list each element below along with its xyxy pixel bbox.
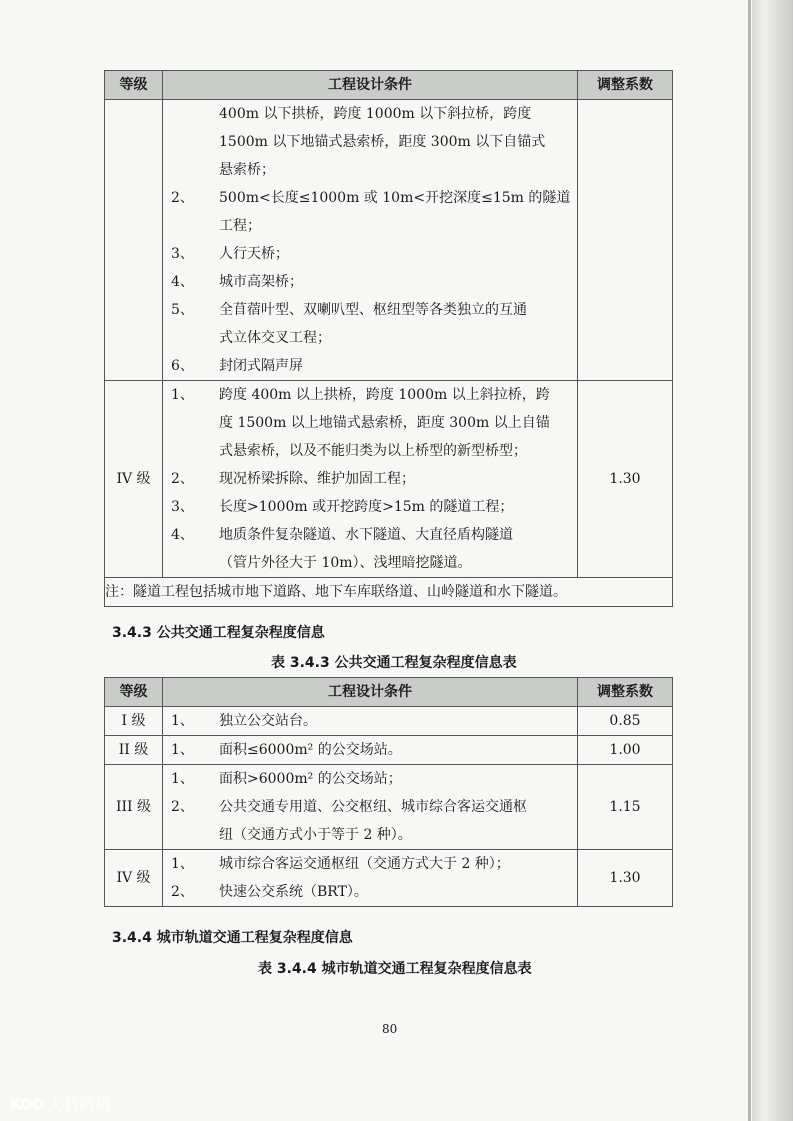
list-item	[163, 878, 577, 906]
list-item	[163, 268, 577, 296]
section-heading-343: 3.4.3 公共交通工程复杂程度信息	[112, 625, 325, 641]
header-coefficient: 调整系数	[578, 678, 673, 707]
table-row	[105, 736, 673, 765]
item-line: 城市高架桥；	[219, 274, 303, 290]
grade-cell: II 级	[105, 736, 163, 765]
list-item	[163, 184, 577, 240]
coefficient-cell: 1.00	[578, 736, 673, 765]
item-line: 长度>1000m 或开挖跨度>15m 的隧道工程；	[219, 499, 514, 515]
list-item	[163, 296, 577, 352]
item-line: 地质条件复杂隧道、水下隧道、大直径盾构隧道	[219, 527, 513, 543]
item-number: 2、	[171, 190, 194, 206]
item-line: 度 1500m 以上地锚式悬索桥，距度 300m 以上自锚	[219, 415, 550, 431]
table-public-transport	[104, 677, 673, 907]
item-number: 1、	[171, 713, 194, 729]
item-text	[219, 493, 573, 521]
coefficient-cell: 1.15	[578, 765, 673, 850]
item-line: 工程；	[219, 218, 261, 234]
item-line: 封闭式隔声屏	[219, 358, 303, 374]
item-text	[219, 878, 573, 906]
item-number: 3、	[171, 499, 194, 515]
item-text	[219, 352, 573, 380]
item-number	[163, 100, 219, 184]
item-number: 2、	[171, 799, 194, 815]
item-text	[219, 268, 573, 296]
list-item	[163, 850, 577, 878]
coefficient-cell	[578, 100, 673, 381]
watermark	[10, 1092, 111, 1115]
header-conditions: 工程设计条件	[163, 678, 578, 707]
item-number: 1、	[171, 742, 194, 758]
conditions-cell	[163, 381, 578, 578]
item-number: 1、	[171, 856, 194, 872]
item-line: 全苜蓿叶型、双喇叭型、枢纽型等各类独立的互通	[219, 302, 527, 318]
item-number: 2、	[171, 884, 194, 900]
list-item	[163, 707, 577, 735]
list-item	[163, 493, 577, 521]
table-note-row	[105, 578, 673, 607]
list-item	[163, 736, 577, 764]
item-text	[219, 521, 573, 577]
header-conditions: 工程设计条件	[163, 71, 578, 100]
list-item	[163, 100, 577, 184]
conditions-cell	[163, 736, 578, 765]
list-item	[163, 465, 577, 493]
item-line: （管片外径大于 10m）、浅埋暗挖隧道。	[219, 555, 472, 571]
item-line: 城市综合客运交通枢纽（交通方式大于 2 种）；	[219, 856, 510, 872]
conditions-cell	[163, 850, 578, 907]
item-text	[219, 465, 573, 493]
item-text	[219, 707, 573, 735]
list-item	[163, 765, 577, 793]
table-note: 注：隧道工程包括城市地下道路、地下车库联络道、山岭隧道和水下隧道。	[105, 578, 673, 607]
coefficient-cell: 1.30	[578, 850, 673, 907]
page-binding-edge	[748, 0, 751, 1121]
conditions-cell	[163, 765, 578, 850]
item-number: 6、	[171, 358, 194, 374]
grade-cell: IV 级	[105, 850, 163, 907]
item-number: 2、	[171, 471, 194, 487]
table-header-row	[105, 678, 673, 707]
item-number: 4、	[171, 527, 194, 543]
table-caption-343: 表 3.4.3 公共交通工程复杂程度信息表	[271, 655, 517, 671]
item-line: 500m<长度≤1000m 或 10m<开挖深度≤15m 的隧道	[219, 190, 571, 206]
item-number: 5、	[171, 302, 194, 318]
item-line: 面积>6000m² 的公交场站；	[219, 771, 402, 787]
item-text	[219, 765, 573, 793]
item-line: 跨度 400m 以上拱桥，跨度 1000m 以上斜拉桥，跨	[219, 387, 550, 403]
list-item	[163, 381, 577, 465]
grade-cell: I 级	[105, 707, 163, 736]
item-number: 3、	[171, 246, 194, 262]
item-text	[219, 184, 573, 240]
coefficient-cell: 1.30	[578, 381, 673, 578]
header-grade: 等级	[105, 71, 163, 100]
item-text	[219, 381, 573, 465]
page-number: 80	[382, 1022, 398, 1036]
conditions-cell	[163, 100, 578, 381]
item-line: 面积≤6000m² 的公交场站。	[219, 742, 402, 758]
table-row	[105, 381, 673, 578]
item-text	[219, 240, 573, 268]
header-coefficient: 调整系数	[578, 71, 673, 100]
table-header-row	[105, 71, 673, 100]
table-row	[105, 707, 673, 736]
item-line: 1500m 以下地锚式悬索桥，距度 300m 以下自锚式	[219, 134, 546, 150]
list-item	[163, 352, 577, 380]
list-item	[163, 240, 577, 268]
grade-cell	[105, 100, 163, 381]
item-line: 纽（交通方式小于等于 2 种）。	[219, 827, 412, 843]
table-complexity-continued	[104, 70, 673, 607]
coefficient-cell: 0.85	[578, 707, 673, 736]
header-grade: 等级	[105, 678, 163, 707]
table-row	[105, 850, 673, 907]
item-text	[219, 296, 573, 352]
table-caption-344: 表 3.4.4 城市轨道交通工程复杂程度信息表	[258, 961, 532, 977]
list-item	[163, 521, 577, 577]
item-line: 现况桥梁拆除、维护加固工程；	[219, 471, 415, 487]
item-text	[219, 736, 573, 764]
item-number: 1、	[171, 387, 194, 403]
item-line: 悬索桥；	[219, 162, 275, 178]
item-line: 式立体交叉工程；	[219, 330, 331, 346]
item-line: 公共交通专用道、公交枢纽、城市综合客运交通枢	[219, 799, 527, 815]
grade-cell: III 级	[105, 765, 163, 850]
watermark-text: 大数跨境	[47, 1095, 112, 1114]
section-heading-344: 3.4.4 城市轨道交通工程复杂程度信息	[112, 930, 353, 946]
item-number: 4、	[171, 274, 194, 290]
item-text	[219, 793, 573, 849]
item-text	[219, 100, 573, 184]
item-line: 人行天桥；	[219, 246, 289, 262]
list-item	[163, 793, 577, 849]
grade-cell: IV 级	[105, 381, 163, 578]
item-line: 400m 以下拱桥，跨度 1000m 以下斜拉桥，跨度	[219, 106, 532, 122]
conditions-cell	[163, 707, 578, 736]
item-line: 快速公交系统（BRT）。	[219, 884, 368, 900]
item-line: 独立公交站台。	[219, 713, 317, 729]
table-row	[105, 100, 673, 381]
watermark-logo: KOO	[10, 1094, 44, 1113]
item-line: 式悬索桥，以及不能归类为以上桥型的新型桥型；	[219, 443, 527, 459]
next-page-edge	[752, 0, 793, 1121]
item-number: 1、	[171, 771, 194, 787]
item-text	[219, 850, 573, 878]
table-row	[105, 765, 673, 850]
